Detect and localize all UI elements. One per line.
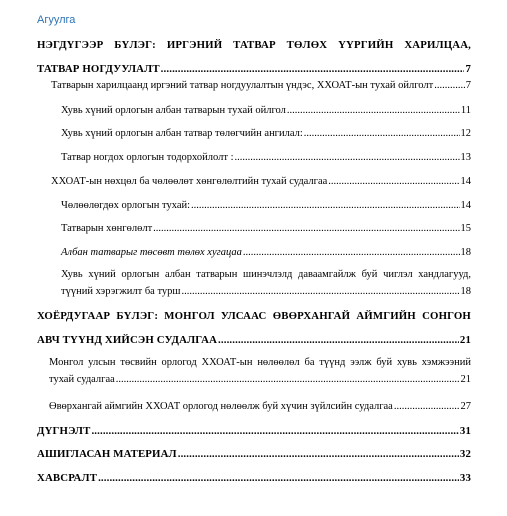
toc-entry-text: ДҮГНЭЛТ — [37, 425, 91, 437]
toc-entry-chapter-2[interactable] — [37, 304, 471, 352]
toc-entry-text: ХХОАТ-ын нөхцөл ба чөлөөлөт хөнгөлөлтийн тухай судалгаа — [51, 176, 328, 187]
toc-entry-text-line1: Хувь хүний орлогын албан татварын шинэчлэлд даваамгайлж буй чиглэл хандлагууд, — [61, 269, 471, 280]
toc-entry-text-line2: АВЧ ТҮҮНД ХИЙСЭН СУДАЛГАА — [37, 334, 218, 346]
toc-page-number: 18 — [460, 286, 471, 297]
toc-entry-text: Өвөрхангай аймгийн ХХОАТ орлогод нөлөөлж буй хүчин зүйлсийн судалгаа — [49, 401, 393, 412]
toc-entry-text: Албан татварыг төсөвт төлөх хугацаа — [61, 247, 242, 258]
toc-entry-text: Татвар ногдох орлогын тодорхойлолт : — [61, 152, 234, 163]
toc-entry-text: ХАВСРАЛТ — [37, 472, 98, 484]
toc-entry-text: Татварын харилцаанд иргэний татвар ногдуулалтын үндэс, ХХОАТ-ын тухай ойлголт — [51, 80, 434, 91]
toc-leader-dots — [243, 246, 460, 260]
toc-entry-appendix[interactable] — [37, 471, 471, 485]
toc-entry[interactable] — [61, 199, 471, 213]
toc-leader-dots — [178, 447, 459, 461]
toc-entry[interactable] — [61, 246, 471, 260]
toc-leader-dots — [394, 400, 460, 414]
toc-page-number: 7 — [465, 80, 471, 91]
toc-page-number: 13 — [460, 152, 471, 163]
toc-page-number: 14 — [460, 200, 471, 211]
toc-page-number: 21 — [460, 374, 471, 385]
toc-entry-text: Хувь хүний орлогын албан татварын тухай ойлгол — [61, 105, 286, 116]
toc-leader-dots — [234, 151, 459, 165]
toc-entry-text: АШИГЛАСАН МАТЕРИАЛ — [37, 448, 177, 460]
toc-entry-chapter-1[interactable] — [37, 33, 471, 81]
toc-entry[interactable] — [49, 400, 471, 414]
toc-entry[interactable] — [61, 222, 471, 236]
toc-entry[interactable] — [49, 354, 471, 388]
toc-entry-conclusion[interactable] — [37, 424, 471, 438]
toc-entry[interactable] — [61, 266, 471, 300]
toc-page-number: 33 — [459, 472, 471, 484]
toc-leader-dots — [191, 199, 459, 213]
toc-entry-text-line1: ХОЁРДУГААР БҮЛЭГ: МОНГОЛ УЛСААС ӨВӨРХАНГАЙ АЙМГИЙН СОНГОН — [37, 310, 471, 322]
toc-heading: Агуулга — [37, 14, 76, 26]
toc-entry-text-line2: тухай судалгаа — [49, 374, 115, 385]
toc-page-number: 7 — [465, 63, 471, 75]
toc-page-number: 32 — [459, 448, 471, 460]
toc-leader-dots — [218, 328, 459, 352]
toc-entry-text: Чөлөөлөгдөх орлогын тухай: — [61, 200, 191, 211]
toc-page-number: 15 — [460, 223, 471, 234]
toc-page-number: 27 — [460, 401, 471, 412]
toc-entry[interactable] — [61, 127, 471, 141]
toc-entry-text-line1: НЭГДҮГЭЭР БҮЛЭГ: ИРГЭНИЙ ТАТВАР ТӨЛӨХ ҮҮРГИЙН ХАРИЛЦАА, — [37, 39, 471, 51]
toc-entry-text: Татварын хөнгөлөлт — [61, 223, 153, 234]
toc-leader-dots — [182, 283, 460, 300]
toc-entry-text: Хувь хүний орлогын албан татвар төлөгчийн ангилал: — [61, 128, 303, 139]
toc-entry-text-line1: Монгол улсын төсвийн орлогод ХХОАТ-ын нөлөөлөл ба түүнд ээлж буй хувь хэмжээний — [49, 357, 471, 368]
toc-entry[interactable] — [61, 151, 471, 165]
toc-leader-dots — [161, 57, 465, 81]
toc-page-number: 21 — [459, 334, 471, 346]
toc-page-number: 12 — [460, 128, 471, 139]
toc-leader-dots — [153, 222, 459, 236]
toc-entry[interactable] — [51, 79, 471, 93]
toc-entry[interactable] — [51, 175, 471, 189]
toc-leader-dots — [304, 127, 460, 141]
toc-leader-dots — [98, 471, 459, 485]
toc-page-number: 31 — [459, 425, 471, 437]
toc-page-number: 11 — [460, 105, 471, 116]
toc-entry-text-line2: ТАТВАР НОГДУУЛАЛТ — [37, 63, 160, 75]
toc-page-number: 14 — [460, 176, 471, 187]
toc-leader-dots — [434, 79, 465, 93]
toc-page-number: 18 — [460, 247, 471, 258]
toc-entry-references[interactable] — [37, 447, 471, 461]
toc-entry-text-line2: түүний хэрэгжилт ба турш — [61, 286, 181, 297]
toc-leader-dots — [91, 424, 458, 438]
toc-entry[interactable] — [61, 104, 471, 118]
toc-leader-dots — [287, 104, 460, 118]
toc-leader-dots — [328, 175, 459, 189]
toc-leader-dots — [116, 371, 460, 388]
